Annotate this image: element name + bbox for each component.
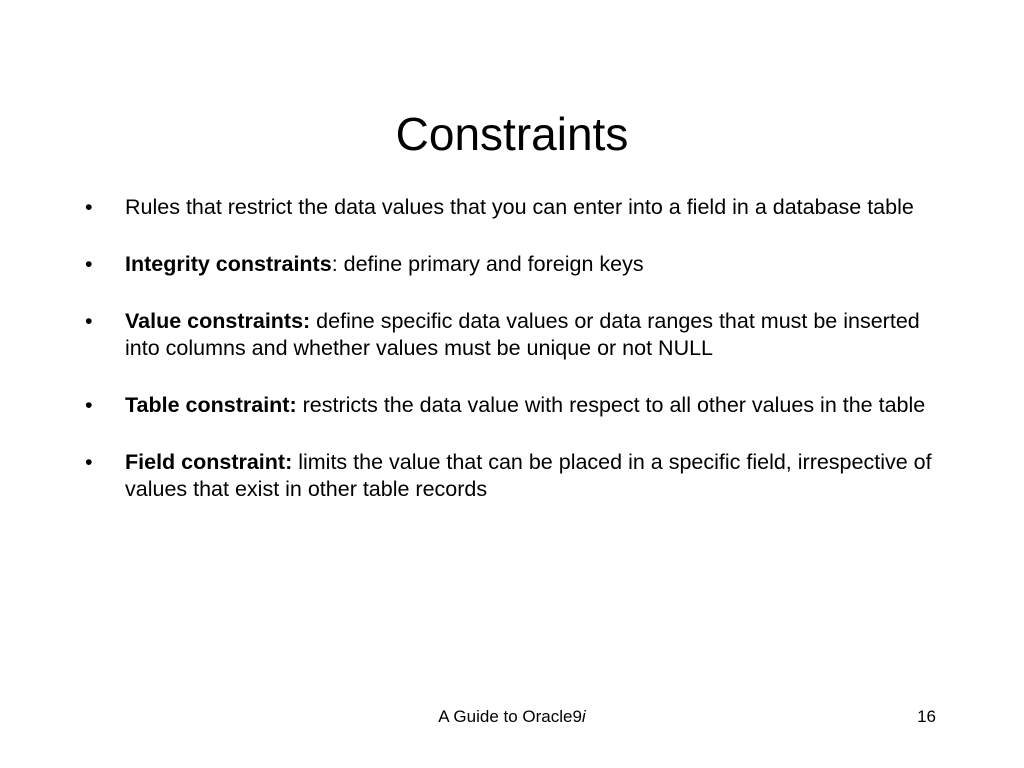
page-number: 16 [917,707,936,726]
bullet-text [125,195,914,219]
bullet-item [85,449,945,503]
footer-book-title-main: A Guide to Oracle9 [438,707,582,726]
bullet-body: Rules that restrict the data values that you can enter into a field in a database table [125,195,914,219]
bullet-body: restricts the data value with respect to all other values in the table [296,393,926,417]
bullet-item [85,194,945,221]
bullet-bold-term: Field constraint: [125,450,293,474]
bullet-text [125,309,920,360]
bullet-bold-term: Value constraints: [125,309,311,333]
bullet-body: limits the value that can be placed in a specific field, irrespective of values that exist in other table records [125,450,932,501]
bullet-body: : define primary and foreign keys [331,252,644,276]
bullet-bold-term: Table constraint: [125,393,297,417]
bullet-item [85,392,945,419]
bullet-list [85,194,945,533]
bullet-bold-term: Integrity constraints [125,252,332,276]
footer-book-title [0,706,1024,728]
bullet-item [85,251,945,278]
bullet-marker: • [85,309,93,333]
bullet-marker: • [85,393,93,417]
slide-title: Constraints [395,108,629,160]
bullet-text [125,393,925,417]
bullet-body: define specific data values or data ranges that must be inserted into columns and whether values must be unique or not NULL [125,309,920,360]
bullet-text [125,252,644,276]
bullet-marker: • [85,252,93,276]
bullet-item [85,308,945,362]
bullet-marker: • [85,450,93,474]
footer-book-title-italic: i [581,707,586,726]
bullet-text [125,450,932,501]
bullet-marker: • [85,195,93,219]
